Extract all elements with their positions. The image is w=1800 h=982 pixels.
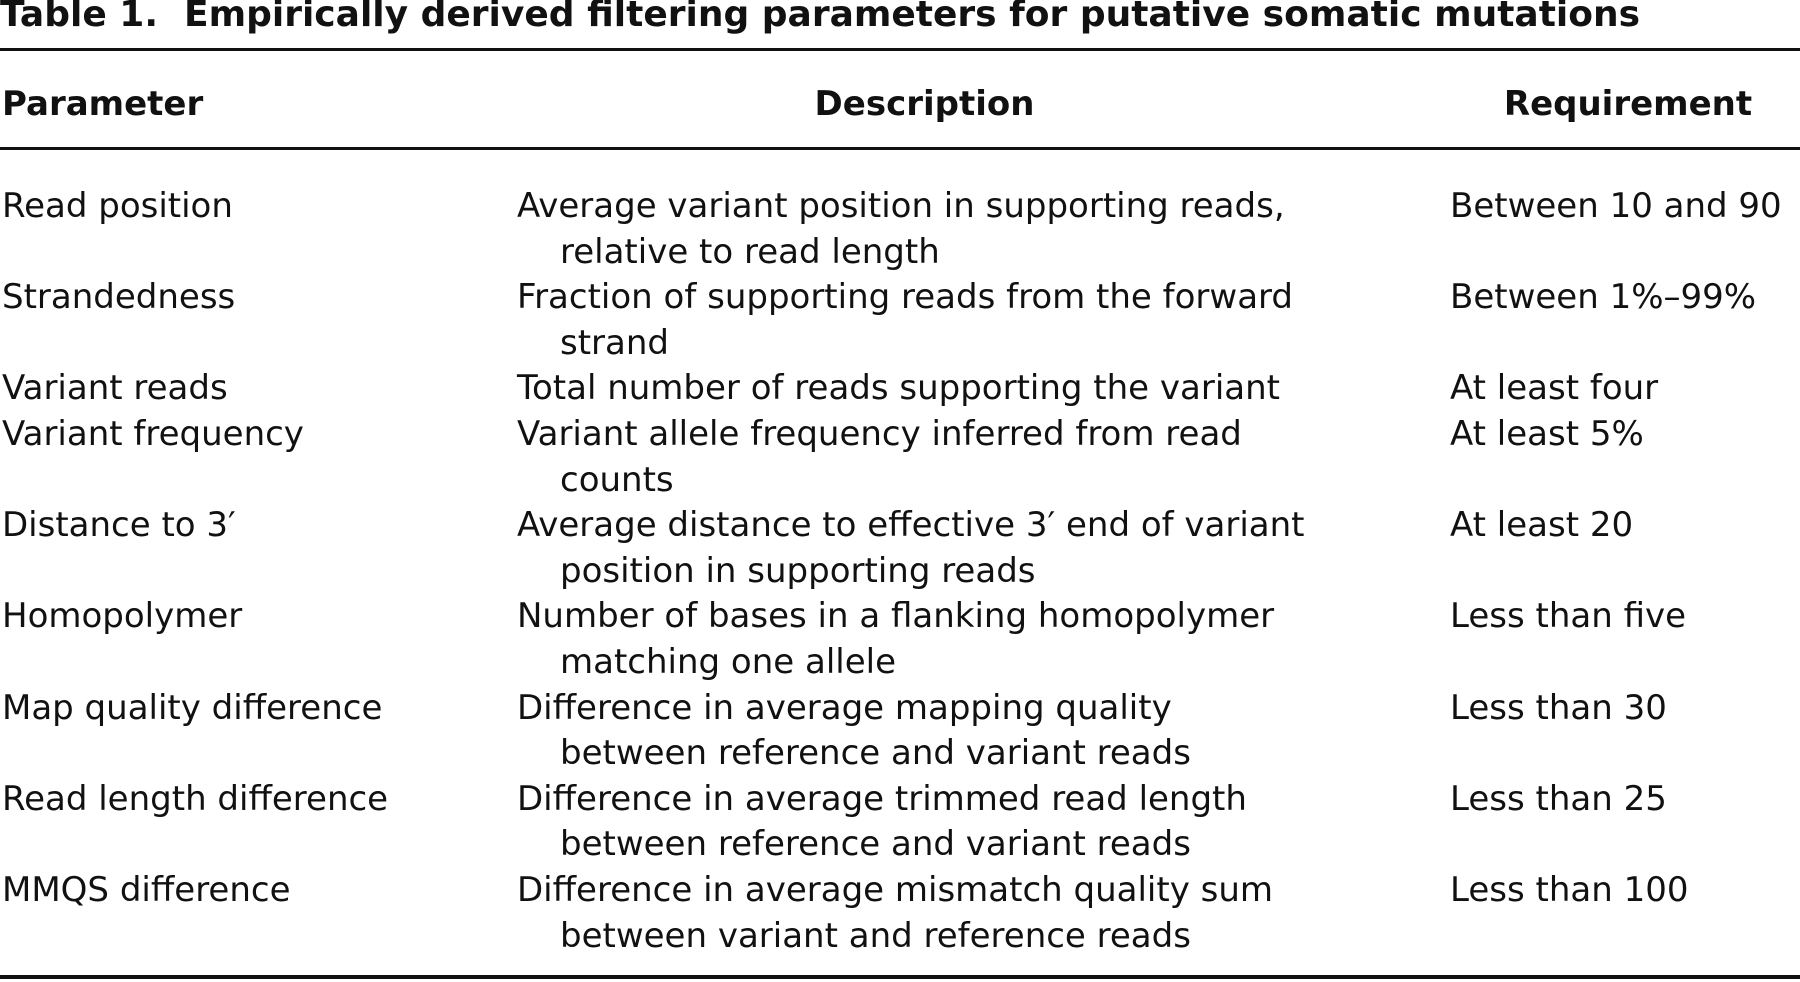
- requirement-cell: Less than 25: [1450, 778, 1667, 819]
- header-requirement: Requirement: [1503, 84, 1753, 124]
- description-cell: [517, 503, 1305, 594]
- description-line-continued: between reference and variant reads: [560, 733, 1191, 774]
- table-row: [0, 503, 1800, 594]
- parameter-cell: Map quality difference: [2, 687, 383, 728]
- table-row: [0, 184, 1800, 275]
- bottom-rule: [0, 975, 1800, 979]
- parameter-cell: Read length difference: [2, 778, 389, 819]
- requirement-cell: At least 5%: [1450, 413, 1644, 454]
- description-line: Number of bases in a flanking homopolymer: [517, 596, 1275, 637]
- description-cell: [517, 275, 1293, 366]
- table-row: [0, 594, 1800, 685]
- table-row: [0, 777, 1800, 868]
- table-row: [0, 366, 1800, 412]
- description-cell: [517, 184, 1285, 275]
- parameter-cell: Distance to 3′: [2, 505, 236, 546]
- description-line-continued: between variant and reference reads: [560, 915, 1191, 956]
- requirement-cell: Between 1%–99%: [1450, 277, 1757, 318]
- description-line: Total number of reads supporting the variant: [517, 368, 1281, 409]
- description-cell: [517, 366, 1280, 412]
- requirement-cell: Less than 30: [1450, 687, 1667, 728]
- requirement-cell: Less than 100: [1450, 869, 1689, 910]
- parameter-cell: Variant reads: [2, 368, 228, 409]
- description-line: Average distance to effective 3′ end of variant: [517, 505, 1305, 546]
- parameter-cell: Read position: [2, 186, 233, 226]
- header-rule: [0, 147, 1800, 150]
- parameter-cell: MMQS difference: [2, 869, 291, 910]
- description-line: Difference in average mismatch quality sum: [517, 869, 1274, 910]
- description-cell: [517, 594, 1274, 685]
- parameter-cell: Strandedness: [2, 277, 236, 318]
- requirement-cell: At least 20: [1450, 505, 1634, 546]
- description-line: Difference in average trimmed read length: [517, 778, 1247, 819]
- top-rule: [0, 48, 1800, 51]
- description-line-continued: matching one allele: [560, 641, 896, 682]
- table-header-row: [0, 80, 1800, 128]
- table-row: [0, 868, 1800, 959]
- table-row: [0, 275, 1800, 366]
- requirement-cell: Less than five: [1450, 596, 1687, 637]
- table-title: Empirically derived filtering parameters for putative somatic mutations: [184, 0, 1641, 35]
- description-line-continued: between reference and variant reads: [560, 824, 1191, 865]
- description-cell: [517, 686, 1191, 777]
- description-cell: [517, 868, 1273, 959]
- description-line: Average variant position in supporting reads,: [517, 186, 1285, 226]
- description-line-continued: counts: [560, 459, 674, 500]
- description-line-continued: relative to read length: [560, 231, 940, 272]
- description-line: Variant allele frequency inferred from read: [517, 413, 1242, 454]
- parameter-cell: Homopolymer: [2, 596, 243, 637]
- table-number: Table 1.: [0, 0, 158, 35]
- header-description: Description: [814, 84, 1035, 124]
- requirement-cell: At least four: [1450, 368, 1659, 409]
- table-row: [0, 686, 1800, 777]
- requirement-cell: Between 10 and 90: [1450, 186, 1782, 226]
- parameter-cell: Variant frequency: [2, 413, 304, 454]
- table-row: [0, 412, 1800, 503]
- header-parameter: Parameter: [2, 84, 204, 124]
- description-line-continued: strand: [560, 322, 669, 363]
- description-cell: [517, 777, 1247, 868]
- table-body: [0, 184, 1800, 959]
- description-cell: [517, 412, 1242, 503]
- description-line: Fraction of supporting reads from the forward: [517, 277, 1294, 318]
- description-line: Difference in average mapping quality: [517, 687, 1172, 728]
- description-line-continued: position in supporting reads: [560, 550, 1036, 591]
- table-caption: [0, 0, 1640, 38]
